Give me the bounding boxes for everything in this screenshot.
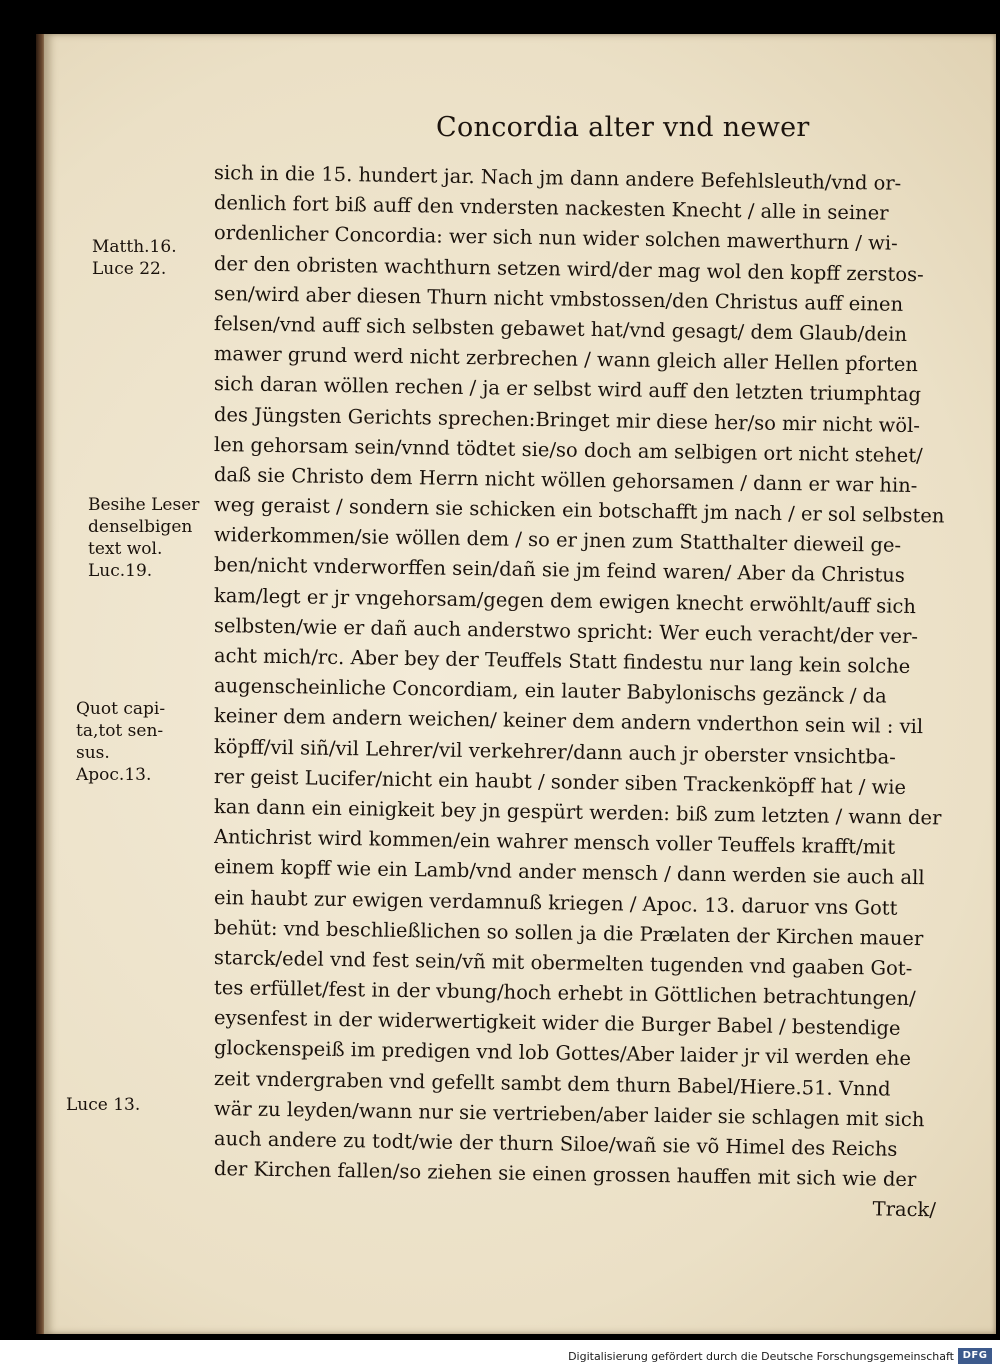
running-head: Concordia alter vnd newer: [436, 112, 810, 143]
text-line: rer geist Lucifer/nicht ein haubt / sonder siben Trackenköpff hat / wie: [213, 764, 907, 799]
funding-credit: Digitalisierung gefördert durch die Deutsche Forschungsgemeinschaft: [568, 1350, 954, 1363]
margin-note-line: Luce 22.: [92, 259, 167, 279]
text-line: ordenlicher Concordia: wer sich nun wider solchen mawerthurn / wi-: [213, 221, 898, 256]
text-line: Antichrist wird kommen/ein wahrer mensch voller Teuffels krafft/mit: [213, 825, 896, 859]
body-text: [213, 158, 966, 1222]
text-line: eysenfest in der widerwertigkeit wider die Burger Babel / bestendige: [213, 1006, 901, 1041]
margin-note-luce13: [66, 1094, 140, 1116]
text-line: zeit vndergraben vnd gefellt sambt dem thurn Babel/Hiere.51. Vnnd: [213, 1066, 891, 1101]
text-line: acht mich/rc. Aber bey der Teuffels Statt findestu nur lang kein solche: [213, 644, 911, 678]
text-line: wär zu leyden/wann nur sie vertrieben/aber laider sie schlagen mit sich: [213, 1096, 925, 1131]
margin-note-line: Quot capi-: [76, 699, 166, 719]
text-line: ben/nicht vnderworffen sein/dañ sie jm feind waren/ Aber da Christus: [213, 553, 906, 588]
text-line: einem kopff wie ein Lamb/vnd ander mensch / dann werden sie auch all: [213, 855, 925, 890]
text-line: der Kirchen fallen/so ziehen sie einen grossen hauffen mit sich wie der: [213, 1157, 917, 1192]
text-line: augenscheinliche Concordiam, ein lauter Babylonischs gezänck / da: [213, 674, 887, 708]
margin-note-line: sus.: [76, 743, 110, 763]
catchword: Track/: [872, 1197, 937, 1222]
text-line: len gehorsam sein/vnnd tödtet sie/so doch am selbigen ort nicht stehet/: [213, 432, 923, 467]
text-line: tes erfüllet/fest in der vbung/hoch erhebt in Göttlichen betrachtungen/: [213, 976, 916, 1011]
text-line: sich in die 15. hundert jar. Nach jm dann andere Befehlsleuth/vnd or-: [213, 161, 902, 195]
margin-note-line: Luc.19.: [88, 561, 153, 581]
text-line: kan dann ein einigkeit bey jn gespürt werden: biß zum letzten / wann der: [213, 794, 942, 830]
text-line: denlich fort biß auff den vndersten nackesten Knecht / alle in seiner: [213, 191, 889, 225]
text-line: keiner dem andern weichen/ keiner dem andern vnderthon sein wil : vil: [213, 704, 924, 739]
text-line: kam/legt er jr vngehorsam/gegen dem ewigen knecht erwöhlt/auff sich: [213, 583, 917, 618]
margin-note-besihe: [88, 494, 199, 582]
margin-note-line: ta,tot sen-: [76, 721, 164, 741]
dfg-logo: DFG: [958, 1348, 992, 1364]
margin-note-line: Luce 13.: [66, 1095, 141, 1115]
text-line: felsen/vnd auff sich selbsten gebawet hat/vnd gesagt/ dem Glaub/dein: [213, 311, 908, 346]
margin-note-matth: [92, 236, 177, 280]
margin-note-quot: [76, 698, 165, 786]
text-line: weg geraist / sondern sie schicken ein botschafft jm nach / er sol selbsten: [213, 493, 945, 528]
text-line: daß sie Christo dem Herrn nicht wöllen gehorsamen / dann er war hin-: [213, 462, 918, 497]
text-line: behüt: vnd beschließlichen so sollen ja die Prælaten der Kirchen mauer: [213, 915, 924, 950]
text-line: ein haubt zur ewigen verdamnuß kriegen / Apoc. 13. daruor vns Gott: [213, 885, 898, 920]
margin-note-line: Matth.16.: [92, 237, 177, 257]
margin-note-line: Apoc.13.: [76, 765, 152, 785]
text-line: auch andere zu todt/wie der thurn Siloe/wañ sie võ Himel des Reichs: [213, 1127, 898, 1161]
text-line: widerkommen/sie wöllen dem / so er jnen zum Statthalter dieweil ge-: [213, 523, 902, 558]
margin-note-line: Besihe Leser: [88, 495, 200, 515]
text-line: selbsten/wie er dañ auch anderstwo spricht: Wer euch veracht/der ver-: [213, 613, 919, 648]
text-line: des Jüngsten Gerichts sprechen:Bringet mir diese her/so mir nicht wöl-: [213, 402, 921, 437]
margin-note-line: denselbigen: [88, 517, 193, 537]
text-line: sich daran wöllen rechen / ja er selbst wird auff den letzten triumphtag: [213, 372, 922, 407]
text-line: köpff/vil siñ/vil Lehrer/vil verkehrer/dann auch jr oberster vnsichtba-: [213, 734, 897, 769]
text-line: sen/wird aber diesen Thurn nicht vmbstossen/den Christus auff einen: [213, 281, 904, 316]
margin-note-line: text wol.: [88, 539, 163, 559]
text-line: glockenspeiß im predigen vnd lob Gottes/Aber laider jr vil werden ehe: [213, 1036, 912, 1071]
text-line: mawer grund werd nicht zerbrechen / wann gleich aller Hellen pforten: [213, 342, 919, 377]
text-line: der den obristen wachthurn setzen wird/der mag wol den kopff zerstos-: [213, 251, 924, 286]
text-line: starck/edel vnd fest sein/vñ mit obermelten tugenden vnd gaaben Got-: [213, 945, 913, 980]
